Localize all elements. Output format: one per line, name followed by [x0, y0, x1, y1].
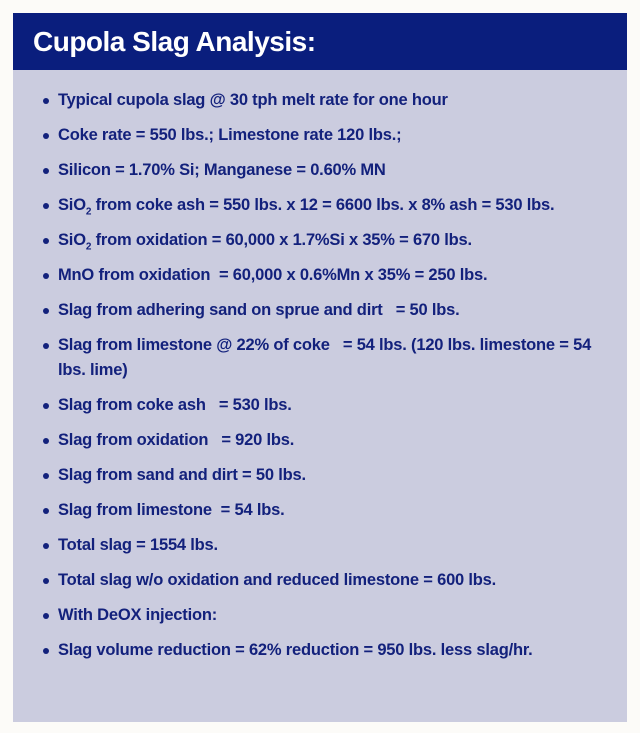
bullet-item: [42, 393, 617, 418]
bullet-text: Silicon = 1.70% Si; Manganese = 0.60% MN: [58, 161, 386, 179]
bullet-text: from coke ash = 550 lbs. x 12 = 6600 lbs. x 8% ash = 530 lbs.: [91, 196, 555, 214]
card-body: [13, 70, 627, 722]
bullet-item: [42, 263, 617, 288]
bullet-item: [42, 603, 617, 628]
bullet-text: Total slag w/o oxidation and reduced limestone = 600 lbs.: [58, 571, 497, 589]
bullet-text: SiO: [58, 196, 86, 214]
bullet-item: [42, 498, 617, 523]
bullet-text: Coke rate = 550 lbs.; Limestone rate 120 lbs.;: [58, 126, 402, 144]
bullet-item: [42, 88, 617, 113]
page-title: Cupola Slag Analysis:: [33, 25, 316, 57]
bullet-text: Total slag = 1554 lbs.: [58, 536, 218, 554]
bullet-text: MnO from oxidation = 60,000 x 0.6%Mn x 35% = 250 lbs.: [58, 266, 488, 284]
bullet-text: Slag from limestone = 54 lbs.: [58, 501, 285, 519]
bullet-item: [42, 193, 617, 218]
bullet-item: [42, 533, 617, 558]
slide-card: [13, 13, 627, 722]
bullet-text: Slag from adhering sand on sprue and dirt = 50 lbs.: [58, 301, 460, 319]
bullet-text: Slag from oxidation = 920 lbs.: [58, 431, 295, 449]
subscript-text: 2: [85, 241, 92, 253]
bullet-text: Typical cupola slag @ 30 tph melt rate for one hour: [58, 91, 448, 109]
card-header: [13, 13, 627, 70]
bullet-text: Slag from coke ash = 530 lbs.: [58, 396, 292, 414]
bullet-text: Slag from limestone @ 22% of coke = 54 lbs. (120 lbs. limestone = 54 lbs. lime): [58, 336, 596, 379]
bullet-text: Slag volume reduction = 62% reduction = 950 lbs. less slag/hr.: [58, 641, 533, 659]
bullet-item: [42, 568, 617, 593]
bullet-text: Slag from sand and dirt = 50 lbs.: [58, 466, 306, 484]
bullet-item: [42, 333, 617, 383]
bullet-item: [42, 123, 617, 148]
bullet-text: from oxidation = 60,000 x 1.7%Si x 35% = 670 lbs.: [91, 231, 472, 249]
bullet-item: [42, 228, 617, 253]
subscript-text: 2: [85, 206, 92, 218]
bullet-text: SiO: [58, 231, 86, 249]
bullet-text: With DeOX injection:: [58, 606, 218, 624]
bullet-item: [42, 638, 617, 663]
bullet-item: [42, 298, 617, 323]
bullet-list: [42, 88, 617, 663]
bullet-item: [42, 463, 617, 488]
bullet-item: [42, 158, 617, 183]
bullet-item: [42, 428, 617, 453]
